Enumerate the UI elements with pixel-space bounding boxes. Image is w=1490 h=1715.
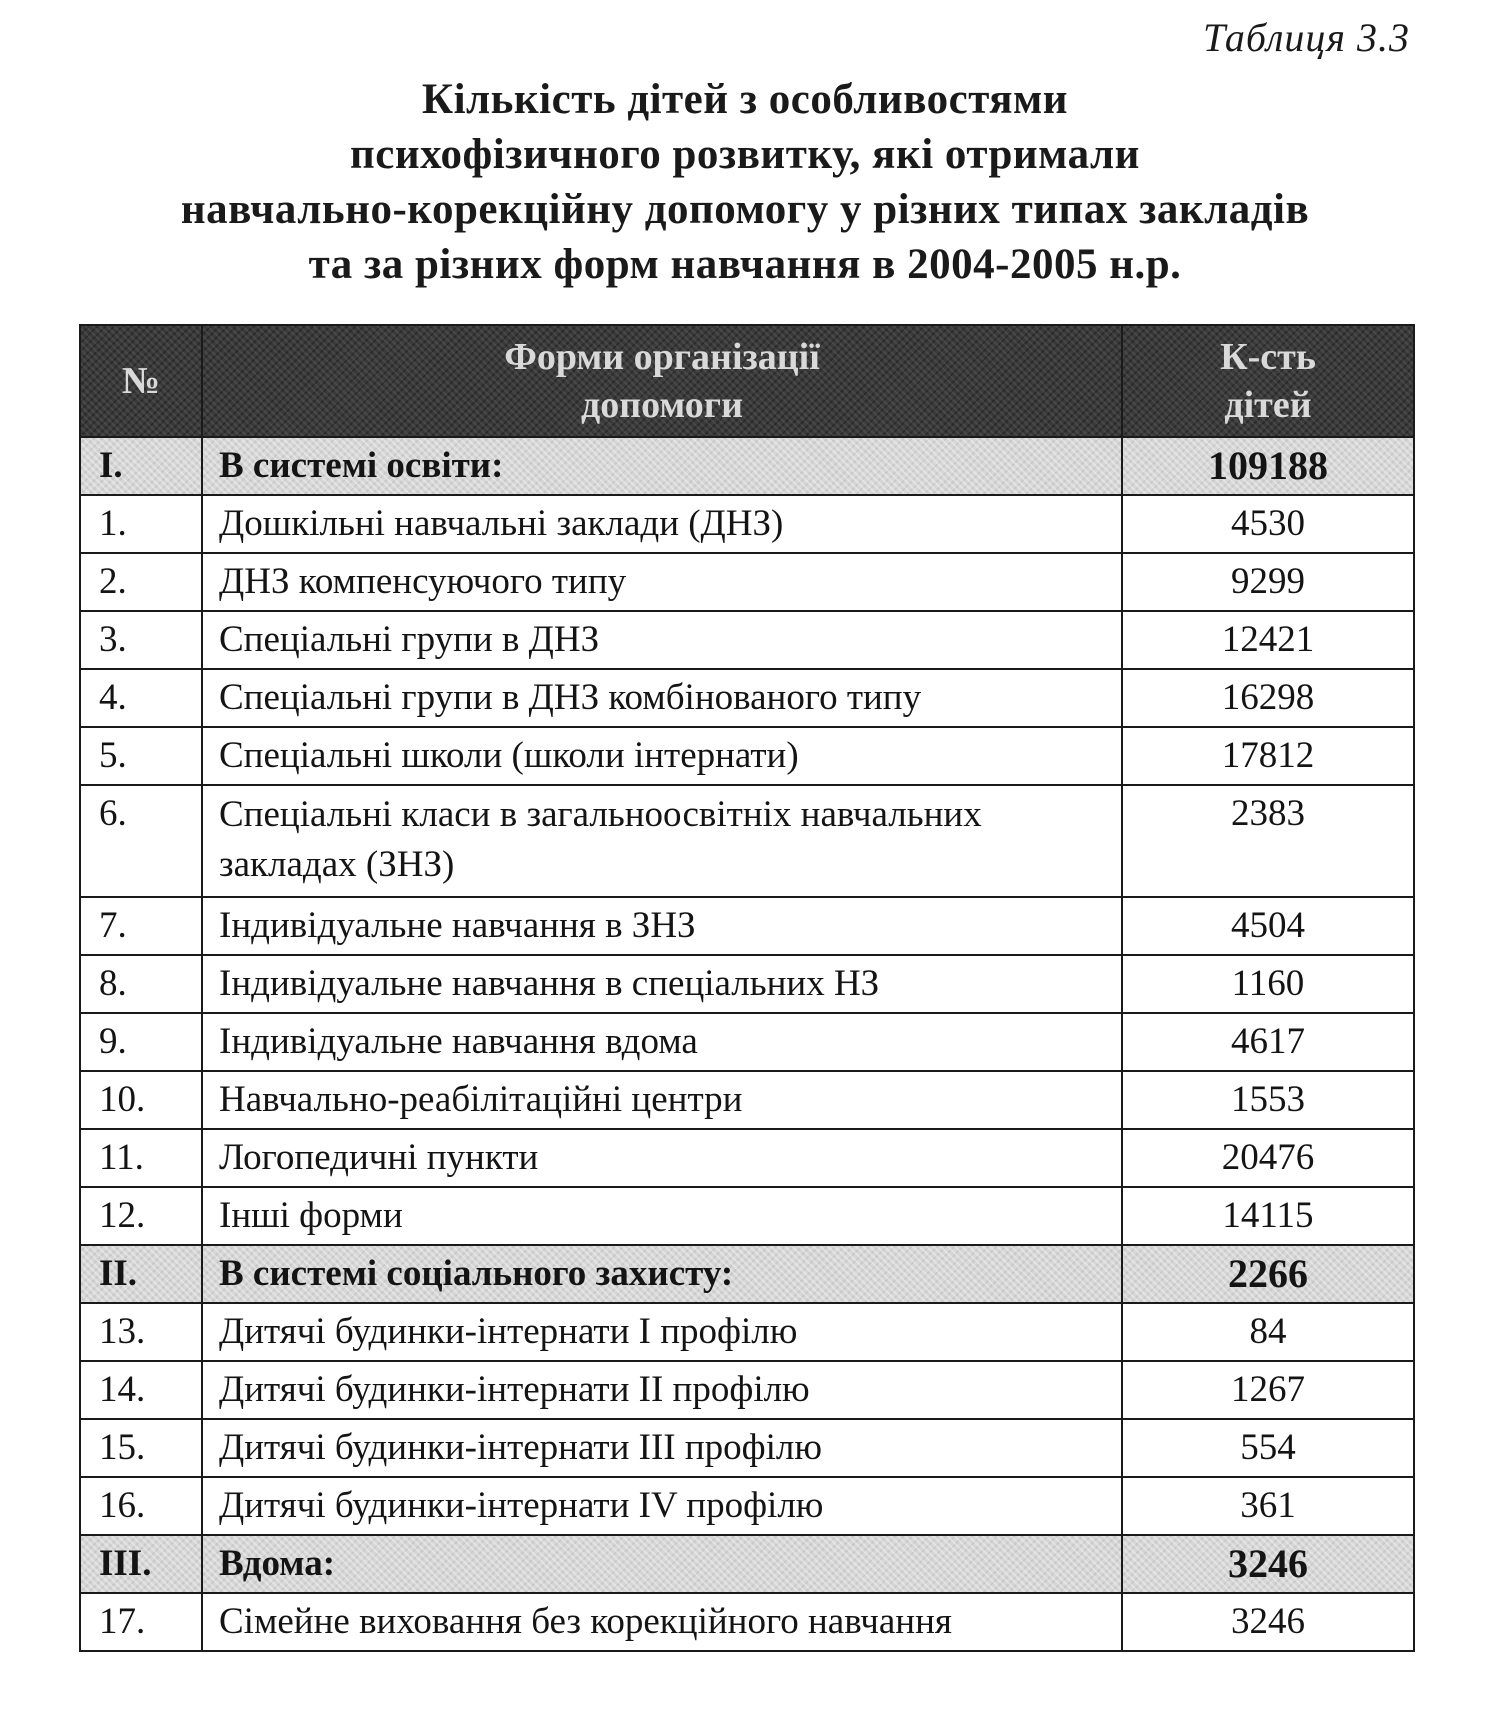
title-line: Кількість дітей з особливостями	[421, 76, 1069, 123]
row-num: 12.	[80, 1187, 202, 1245]
row-form: ДНЗ компенсуючого типу	[202, 553, 1122, 611]
row-count: 16298	[1122, 669, 1414, 727]
row-num: 10.	[80, 1071, 202, 1129]
row-count: 1553	[1122, 1071, 1414, 1129]
row-count: 554	[1122, 1419, 1414, 1477]
row-form: Індивідуальне навчання в ЗНЗ	[202, 897, 1122, 955]
row-form: Дитячі будинки-інтернати III профілю	[202, 1419, 1122, 1477]
table-row	[80, 1013, 1414, 1071]
row-form: Дитячі будинки-інтернати І профілю	[202, 1303, 1122, 1361]
row-count: 4530	[1122, 495, 1414, 553]
table-row	[80, 1303, 1414, 1361]
table-row	[80, 495, 1414, 553]
title-line: та за різних форм навчання в 2004-2005 н.р.	[308, 241, 1182, 288]
row-num: 6.	[80, 785, 202, 897]
row-num: 3.	[80, 611, 202, 669]
row-form: Сімейне виховання без корекційного навчання	[202, 1593, 1122, 1651]
row-count: 4617	[1122, 1013, 1414, 1071]
header-count-line: К-сть	[1220, 336, 1316, 378]
header-count	[1122, 325, 1414, 437]
row-count: 9299	[1122, 553, 1414, 611]
row-num: 13.	[80, 1303, 202, 1361]
table-row	[80, 1361, 1414, 1419]
section-num: I.	[80, 437, 202, 495]
row-num: 15.	[80, 1419, 202, 1477]
table-label: Таблиця 3.3	[1203, 15, 1410, 60]
section-row	[80, 437, 1414, 495]
table-row	[80, 727, 1414, 785]
row-form: Дошкільні навчальні заклади (ДНЗ)	[202, 495, 1122, 553]
row-num: 1.	[80, 495, 202, 553]
row-num: 16.	[80, 1477, 202, 1535]
section-count: 2266	[1122, 1245, 1414, 1303]
header-count-line: дітей	[1224, 384, 1312, 426]
row-count: 14115	[1122, 1187, 1414, 1245]
section-num: III.	[80, 1535, 202, 1593]
row-count: 4504	[1122, 897, 1414, 955]
table-row	[80, 611, 1414, 669]
table-row	[80, 1419, 1414, 1477]
row-form: Логопедичні пункти	[202, 1129, 1122, 1187]
table-row	[80, 553, 1414, 611]
title-line: психофізичного розвитку, які отримали	[350, 131, 1140, 178]
table-row	[80, 1187, 1414, 1245]
row-num: 7.	[80, 897, 202, 955]
section-label: В системі освіти:	[202, 437, 1122, 495]
section-count: 109188	[1122, 437, 1414, 495]
table-row	[80, 1593, 1414, 1651]
row-num: 4.	[80, 669, 202, 727]
row-num: 2.	[80, 553, 202, 611]
header-form	[202, 325, 1122, 437]
table-row	[80, 955, 1414, 1013]
row-form: Дитячі будинки-інтернати IV профілю	[202, 1477, 1122, 1535]
row-count: 1267	[1122, 1361, 1414, 1419]
header-form-line: Форми організації	[504, 336, 820, 378]
row-count: 17812	[1122, 727, 1414, 785]
row-count: 12421	[1122, 611, 1414, 669]
page-title	[60, 72, 1430, 292]
row-form: Дитячі будинки-інтернати II профілю	[202, 1361, 1122, 1419]
table-row	[80, 785, 1414, 897]
section-count: 3246	[1122, 1535, 1414, 1593]
row-form: Спеціальні групи в ДНЗ комбінованого типу	[202, 669, 1122, 727]
row-num: 8.	[80, 955, 202, 1013]
row-count: 2383	[1122, 785, 1414, 897]
title-line: навчально-корекційну допомогу у різних типах закладів	[180, 186, 1310, 233]
row-count: 20476	[1122, 1129, 1414, 1187]
row-count: 3246	[1122, 1593, 1414, 1651]
row-form: Індивідуальне навчання вдома	[202, 1013, 1122, 1071]
row-num: 17.	[80, 1593, 202, 1651]
row-count: 84	[1122, 1303, 1414, 1361]
row-form: Спеціальні класи в загальноосвітніх навчальних закладах (ЗНЗ)	[202, 785, 1122, 897]
header-num: №	[80, 325, 202, 437]
table-row	[80, 669, 1414, 727]
header-form-line: допомоги	[581, 384, 743, 426]
row-count: 1160	[1122, 955, 1414, 1013]
table-row	[80, 1477, 1414, 1535]
section-label: В системі соціального захисту:	[202, 1245, 1122, 1303]
section-label: Вдома:	[202, 1535, 1122, 1593]
section-row	[80, 1245, 1414, 1303]
row-num: 9.	[80, 1013, 202, 1071]
row-num: 5.	[80, 727, 202, 785]
row-form: Спеціальні школи (школи інтернати)	[202, 727, 1122, 785]
table-row	[80, 1071, 1414, 1129]
row-num: 14.	[80, 1361, 202, 1419]
row-form: Спеціальні групи в ДНЗ	[202, 611, 1122, 669]
row-form: Навчально-реабілітаційні центри	[202, 1071, 1122, 1129]
row-count: 361	[1122, 1477, 1414, 1535]
section-row	[80, 1535, 1414, 1593]
table-row	[80, 897, 1414, 955]
row-num: 11.	[80, 1129, 202, 1187]
table-header-row	[80, 325, 1414, 437]
section-num: II.	[80, 1245, 202, 1303]
table-row	[80, 1129, 1414, 1187]
row-form: Інші форми	[202, 1187, 1122, 1245]
row-form: Індивідуальне навчання в спеціальних НЗ	[202, 955, 1122, 1013]
data-table	[79, 324, 1415, 1652]
